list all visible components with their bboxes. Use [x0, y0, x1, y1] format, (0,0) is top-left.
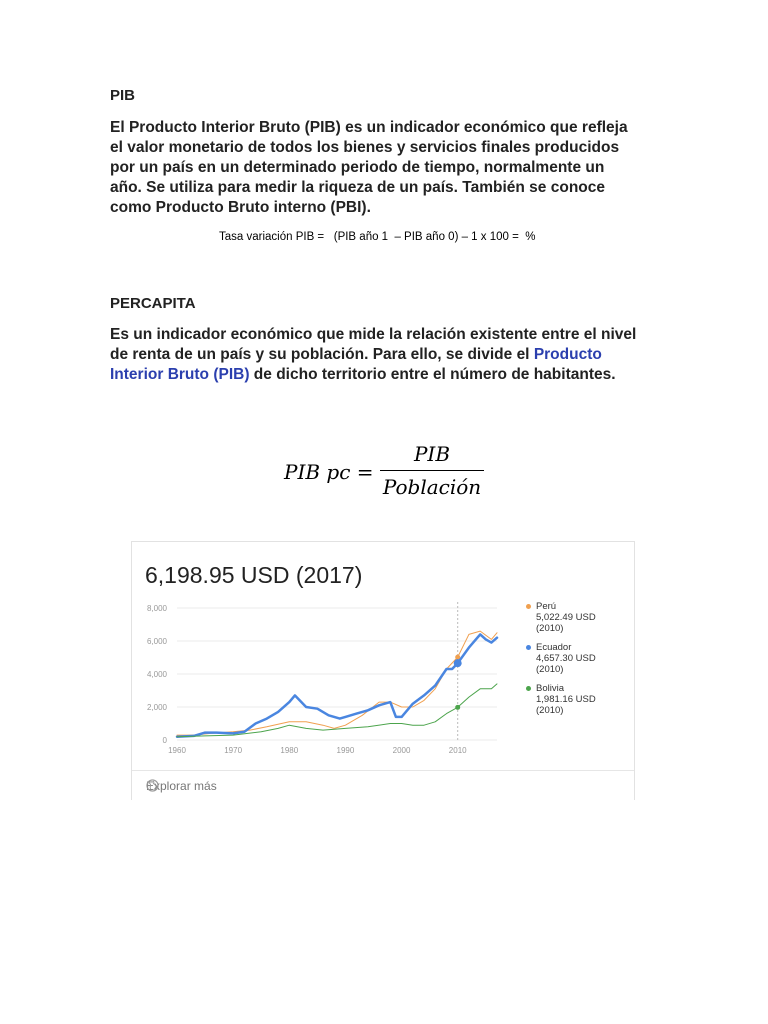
- series-point-bolivia: [455, 705, 460, 710]
- legend-series-name: Ecuador: [536, 642, 572, 653]
- section-heading-pib: PIB: [110, 87, 136, 104]
- percapita-paragraph: [110, 325, 690, 385]
- series-point-ecuador: [454, 659, 462, 667]
- section-heading-percapita: PERCAPITA: [110, 295, 196, 312]
- pib-paragraph-line: como Producto Bruto interno (PBI).: [110, 199, 371, 216]
- series-line-perú: [177, 631, 497, 735]
- explore-more-label: Explorar más: [146, 779, 217, 793]
- gdp-chart-card: [131, 541, 635, 800]
- card-footer: [132, 770, 634, 801]
- legend-value: 5,022.49 USD: [536, 612, 596, 623]
- y-tick-label: 0: [162, 736, 167, 745]
- percapita-line: [110, 365, 690, 385]
- pib-paragraph-line: año. Se utiliza para medir la riqueza de un país. También se conoce: [110, 179, 605, 196]
- growth-rate-formula: Tasa variación PIB = (PIB año 1 – PIB año 0) – 1 x 100 = %: [219, 231, 536, 243]
- formula-numerator: PIB: [413, 442, 451, 466]
- series-line-ecuador: [177, 634, 497, 736]
- legend-item-bolivia: [526, 683, 596, 716]
- percapita-line: [110, 345, 690, 365]
- legend-series-name: Bolivia: [536, 683, 564, 694]
- legend-item-perú: [526, 601, 596, 634]
- fraction-bar: [380, 470, 484, 471]
- x-tick-label: 2000: [392, 746, 411, 755]
- pib-paragraph: [110, 118, 670, 218]
- legend-value: 1,981.16 USD: [536, 694, 596, 705]
- series-line-bolivia: [177, 684, 497, 737]
- legend-year: (2010): [536, 664, 564, 675]
- percapita-text: de renta de un país y su población. Para ello, se divide el: [110, 346, 534, 363]
- legend-swatch: [526, 645, 531, 650]
- pib-paragraph-line: por un país en un determinado periodo de tiempo, normalmente un: [110, 159, 605, 176]
- globe-icon: [146, 779, 159, 792]
- percapita-text: de dicho territorio entre el número de habitantes.: [249, 366, 616, 383]
- legend-item-ecuador: [526, 642, 596, 675]
- x-tick-label: 1960: [168, 746, 186, 755]
- pib-paragraph-line: El Producto Interior Bruto (PIB) es un indicador económico que refleja: [110, 119, 628, 136]
- x-tick-label: 2010: [448, 746, 467, 755]
- chart-title: 6,198.95 USD (2017): [145, 562, 363, 588]
- chart-legend: [526, 601, 596, 724]
- formula-lhs: PIB pc =: [284, 460, 374, 484]
- legend-year: (2010): [536, 705, 564, 716]
- legend-swatch: [526, 604, 531, 609]
- y-tick-label: 4,000: [146, 670, 167, 679]
- legend-series-name: Perú: [536, 601, 557, 612]
- y-tick-label: 6,000: [146, 637, 167, 646]
- legend-year: (2010): [536, 623, 564, 634]
- explore-more-link[interactable]: [146, 779, 217, 793]
- legend-value: 4,657.30 USD: [536, 653, 596, 664]
- y-tick-label: 8,000: [146, 604, 167, 613]
- percapita-line: Es un indicador económico que mide la relación existente entre el nivel: [110, 326, 637, 343]
- x-tick-label: 1970: [224, 746, 243, 755]
- x-tick-label: 1990: [336, 746, 355, 755]
- formula-fraction: [380, 440, 484, 501]
- pib-link[interactable]: Producto: [533, 346, 602, 363]
- legend-swatch: [526, 686, 531, 691]
- pib-link-continued[interactable]: Interior Bruto (PIB): [110, 366, 250, 383]
- formula-denominator: Población: [382, 475, 482, 499]
- x-tick-label: 1980: [280, 746, 299, 755]
- y-tick-label: 2,000: [146, 703, 167, 712]
- pib-paragraph-line: el valor monetario de todos los bienes y servicios finales producidos: [110, 139, 620, 156]
